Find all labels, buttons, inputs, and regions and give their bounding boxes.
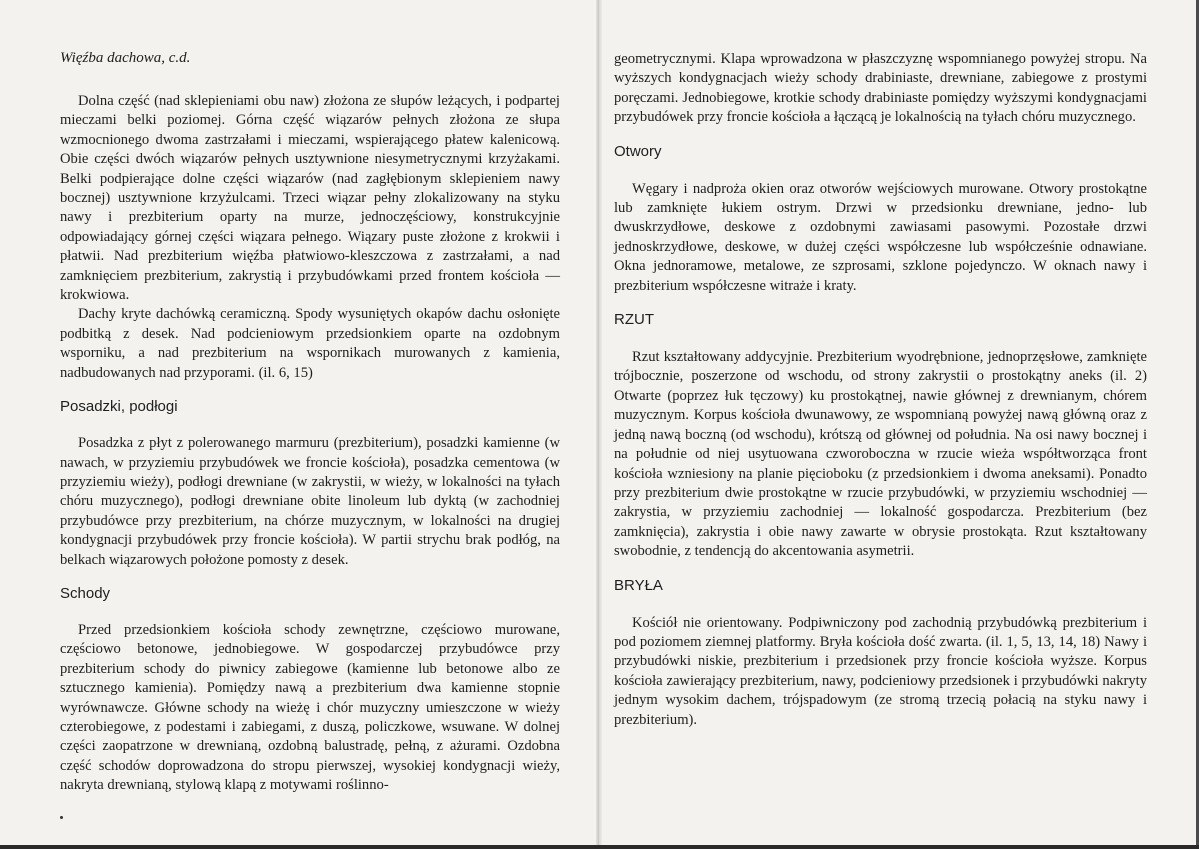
book-gutter [596, 0, 602, 849]
paragraph-floors: Posadzka z płyt z polerowanego marmuru (prezbiterium), posadzki kamienne (w nawach, w przyziemiu przybudówek we froncie kościoła), posadzka cementowa (w przyziemiu wieży), podłogi drewniane (w zakrystii, w wieży, w lokalności na tyłach chóru muzycznego), podłogi drewniane obite linoleum lub dyktą (w zachodniej przybudówce przy prezbiterium, na chórze muzycznym, w lokalności na drugiej kondygnacji przybudówek przy froncie kościoła). W partii strychu brak podłóg, na belkach wiązarowych położone pomosty z desek. [60, 435, 560, 568]
heading-plan: RZUT [614, 311, 654, 329]
speck [60, 816, 63, 819]
paragraph-stairs: Przed przedsionkiem kościoła schody zewnętrzne, częściowo murowane, częściowo betonowe, jednobiegowe. W gospodarczej przybudówce przy prezbiterium schody do piwnicy zabiegowe (kamienne lub betonowe albo ze sztucznego kamienia). Pomiędzy nawą a prezbiterium dwa kamienne stopnie wyrównawcze. Główne schody na wieżę i chór muzyczny umieszczone w wieży czterobiegowe, z podestami i zabiegami, z duszą, policzkowe, wsuwane. W dolnej części zaopatrzone w drewnianą, ozdobną balustradę, pełną, z ażurami. Ozdobna część schodów doprowadzona do stropu pierwszej, wysokiej kondygnacji wieży, nakryta drewnianą, stylową klapą z motywami roślinno- [60, 621, 560, 794]
heading-stairs: Schody [60, 584, 111, 602]
heading-openings: Otwory [614, 142, 662, 160]
paragraph-stairs-continued: geometrycznymi. Klapa wprowadzona w płaszczyznę wspomnianego powyżej stropu. Na wyższych kondygnacjach wieży schody drabiniaste, drewniane, zabiegowe z prostymi poręczami. Jednobiegowe, krotkie schody drabiniaste pomiędzy wyższymi kondygnacjami przybudówek przy froncie kościoła a łączącą je lokalnością na tyłach chóru muzycznego. [614, 51, 1147, 126]
paragraph-truss-lower: Dolna część (nad sklepieniami obu naw) złożona ze słupów leżących, i podpartej mieczami belki poziomej. Górna część wiązarów pełnych złożona ze słupa wzmocnionego dwoma zastrzałami i mieczami, wspierającego płatew kalenicową. Obie części dwóch wiązarów pełnych usztywnione niesymetrycznymi krzyżakami. Belki podpierające dolne części wiązarów (nad zagłębionym sklepieniem nawy bocznej) usztywnione krzyżulcami. Trzeci wiązar pełny zlokalizowany na styku nawy i prezbiterium oparty na murze, jednoczęściowy, konstrukcyjnie odpowiadający górnej części wiązara pełnego. Wiązary puste złożone z krokwii i płatwii. Nad prezbiterium więźba płatwiowo-kleszczowa z zastrzałami, a nad zamknięciem prezbiterium, zakrystią i przybudówkami przed frontem kościoła — krokwiowa. [60, 93, 560, 304]
paragraph-roofing: Dachy kryte dachówką ceramiczną. Spody wysuniętych okapów dachu osłonięte podbitką z desek. Nad podcieniowym przedsionkiem oparte na ozdobnym wsporniku, a nad prezbiterium na wspornikach murowanych z kamienia, nadbudowanych nad przyporami. (il. 6, 15) [60, 306, 560, 381]
heading-floors: Posadzki, podłogi [60, 398, 178, 416]
heading-mass: BRYŁA [614, 576, 663, 594]
left-column [60, 48, 560, 796]
scan-edge-bottom [0, 845, 1199, 849]
paragraph-plan: Rzut kształtowany addycyjnie. Prezbiterium wyodrębnione, jednoprzęsłowe, zamknięte trójbocznie, poszerzone od wschodu, od strony zakrystii o prostokątny aneks (il. 2) Otwarte (poprzez łuk tęczowy) ku prostokątnej, nawie głównej z drewnianym, chórem muzycznym. Korpus kościoła dwunawowy, ze wspomnianą powyżej nawą główną oraz z jedną nawą boczną (od wschodu), krótszą od głównej od południa. Na osi nawy bocznej i na południe od niej usytuowana czworoboczna w rzucie wieża współtworząca front kościoła wzniesiony na planie pięcioboku (z przedsionkiem i dwoma aneksami). Ponadto przy prezbiterium dwie prostokątne w rzucie przybudówki, w przyziemiu wschodniej — zakrystia, w przyziemiu zachodniej — lokalność gospodarcza. Prezbiterium (bez zamknięcia), zakrystia i obie nawy zawarte w obrysie prostokąta. Rzut kształtowany swobodnie, z tendencją do akcentowania asymetrii. [614, 349, 1147, 560]
right-column [614, 50, 1147, 730]
paragraph-mass: Kościół nie orientowany. Podpiwniczony pod zachodnią przybudówką prezbiterium i pod poziomem ziemnej platformy. Bryła kościoła dość zwarta. (il. 1, 5, 13, 14, 18) Nawy i przybudówki niskie, prezbiterium i przedsionek przy froncie kościoła wyższe. Korpus kościoła zawierający prezbiterium, nawy, podcieniowy przedsionek i przybudówki nakryty jednym wysokim dachem, trójspadowym (ze stromą trzecią połacią na styku nawy i prezbiterium). [614, 614, 1147, 728]
running-head: Więźba dachowa, c.d. [60, 50, 191, 66]
paragraph-openings: Węgary i nadproża okien oraz otworów wejściowych murowane. Otwory prostokątne lub zamknięte łukiem ostrym. Drzwi w przedsionku drewniane, jedno- lub dwuskrzydłowe, deskowe z ozdobnymi zawiasami pasowymi. Pozostałe drzwi jednoskrzydłowe, deskowe, w dużej części współczesne lub współcześnie odnawiane. Okna jednoramowe, metalowe, ze szprosami, szklone pojedynczo. W oknach nawy i prezbiterium współczesne witraże i kraty. [614, 180, 1147, 294]
